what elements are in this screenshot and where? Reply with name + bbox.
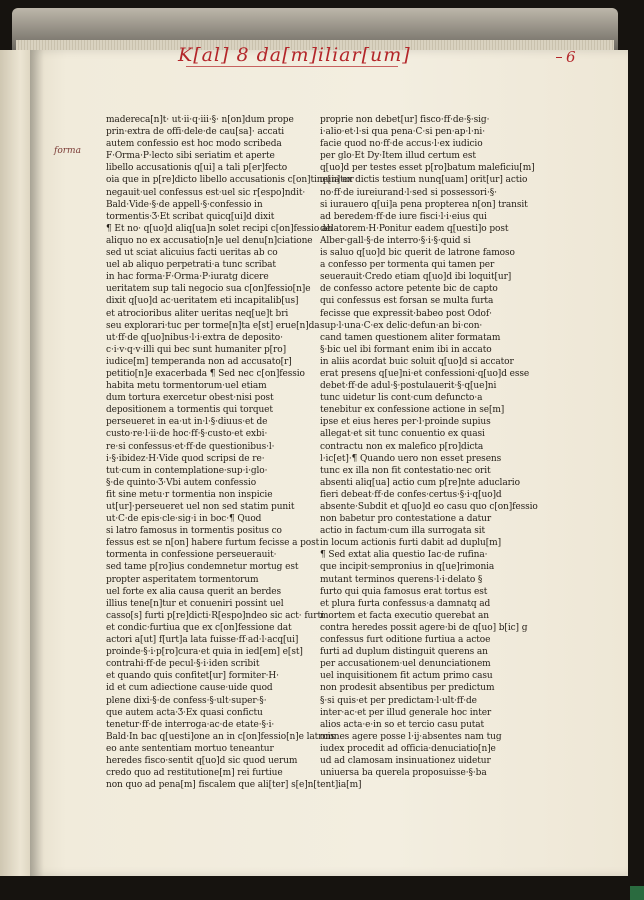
text-line: allegat·et sit tunc conuentio ex quasi	[320, 429, 485, 440]
text-line: contractu non ex malefico p[ro]dicta	[320, 441, 484, 452]
text-line: eo ante sententiam mortuo teneantur	[106, 743, 274, 754]
text-line: ipse et eius heres per·l·proinde supius	[320, 417, 491, 428]
text-line: propter asperitatem tormentorum	[106, 574, 259, 585]
text-line: Alber·gall·§·de interro·§·i·§·quid si	[320, 235, 471, 246]
text-line: perseueret in ea·ut in·l·§·diuus·et de	[106, 417, 268, 428]
text-line: dixit q[uo]d ac·ueritatem eti incapitalib[us]	[106, 296, 299, 307]
text-line: illius tene[n]tur et conueniri possint uel	[106, 598, 284, 609]
text-line: negauit·uel confessus est·uel sic r[espo]ndit·	[106, 187, 306, 198]
text-line: §·bic uel ibi formant enim ibi in accato	[320, 344, 492, 355]
text-line: que incipit·sempronius in q[ue]rimonia	[320, 562, 495, 573]
page-gutter-shadow	[30, 50, 44, 876]
text-line: oia que in p[re]dicto libello accusationis c[on]tine[n]tur	[106, 175, 354, 186]
text-line: uel ab aliquo perpetrati·a tunc scribat	[106, 260, 276, 271]
text-line: a confesso per tormenta qui tamen per	[320, 260, 495, 271]
text-line: tenebitur ex confessione actione in se[m]	[320, 405, 505, 416]
text-line: Bald·In bac q[uesti]one an in c[on]fessio[n]e latrois	[106, 731, 335, 742]
text-line: c·i·v·q·v·illi qui bec sunt humaniter p[ro]	[106, 344, 286, 355]
text-line: ut·ff·de q[uo]nibus·l·i·extra de deposito·	[106, 332, 283, 343]
text-line: quia ex dictis testium nunq[uam] orit[ur] actio	[320, 175, 528, 186]
text-line: fecisse que expressit·babeo post Odof·	[320, 308, 492, 319]
text-line: non prodesit absentibus per predictum	[320, 683, 495, 694]
text-line: confessus furt oditione furtiua a actoe	[320, 635, 491, 646]
text-line: is saluo q[uo]d bic querit de latrone famoso	[320, 248, 515, 259]
left-page-edge	[0, 50, 34, 876]
text-line: F·Orma·P·lecto sibi seriatim et aperte	[106, 151, 275, 162]
text-line: proprie non debet[ur] fisco·ff·de·§·sig·	[320, 115, 490, 125]
text-line: iudice[m] temperanda non ad accusato[r]	[106, 356, 292, 367]
text-line: uel inquisitionem fit actum primo casu	[320, 671, 493, 682]
text-line: no·ff·de iureiurand·l·sed si possessori·§·	[320, 187, 497, 198]
text-line: tormentis·Ʒ·Et scribat quicq[ui]d dixit	[106, 211, 275, 222]
text-line: omnes agere posse l·ij·absentes nam tug	[320, 731, 502, 742]
text-line: cand tamen questionem aliter formatam	[320, 332, 501, 343]
text-line: §·de quinto·Ʒ·Vbi autem confessio	[106, 477, 257, 488]
text-line: et condic·furtiua que ex c[on]fessione dat	[106, 622, 292, 633]
text-line: que autem acta·Ʒ·Ex quasi confictu	[106, 707, 263, 718]
text-line: furti ad duplum distinguit querens an	[320, 647, 488, 658]
text-line: inter·ac·et per illud generale hoc inter	[320, 707, 492, 718]
text-line: custo·re·l·ii·de hoc·ff·§·custo·et exbi·	[106, 429, 268, 440]
text-line: ut·C·de epis·cle·sig·i in boc·¶ Quod	[106, 514, 262, 525]
text-line: credo quo ad restitutione[m] rei furtiue	[106, 768, 283, 779]
text-line: ueritatem sup tali negocio sua c[on]fessio[n]e	[106, 284, 311, 295]
text-line: si iurauero q[ui]a pena propterea n[on] transit	[320, 199, 528, 210]
text-line: depositionem a tormentis qui torquet	[106, 405, 273, 416]
text-line: i·§·ibidez·H·Vide quod scripsi de re·	[106, 453, 265, 464]
text-line: i·alio·et·l·si qua pena·C·si pen·ap·l·ni·	[320, 127, 485, 138]
text-line: de confesso actore petente bic de capto	[320, 284, 498, 295]
text-line: mortem et facta executio querebat an	[320, 610, 489, 621]
text-line: non quo ad pena[m] fiscalem que ali[ter] s[e]n[tent]ia[m]	[106, 780, 362, 791]
text-line: tunc uidetur lis cont·cum defuncto·a	[320, 393, 483, 404]
text-line: in hac forma·F·Orma·P·iuratg dicere	[106, 272, 269, 283]
text-line: autem confessio est hoc modo scribeda	[106, 139, 282, 150]
text-line: seuerauit·Credo etiam q[uo]d ibi loquit[ur]	[320, 272, 512, 283]
text-line: contra heredes possit agere·bi de q[uo] b[ic] g	[320, 622, 528, 633]
text-line: actori a[ut] f[urt]a lata fuisse·ff·ad·l·acq[ui]	[106, 635, 299, 646]
text-line: ud ad clamosam insinuationez uidetur	[320, 755, 491, 766]
text-line: iudex procedit ad officia·denuciatio[n]e	[320, 743, 496, 754]
text-line: per glo·Et Dy·Item illud certum est	[320, 151, 476, 162]
text-line: absente·Subdit et q[uo]d eo casu quo c[on]fessio	[320, 502, 538, 512]
text-line: l·ic[et]·¶ Quando uero non esset presens	[320, 453, 502, 464]
text-line: casso[s] furti p[re]dicti·R[espo]ndeo sic act· furti	[106, 610, 324, 621]
text-line: ad beredem·ff·de iure fisci·l·i·eius qui	[320, 211, 487, 222]
text-line: et atrocioribus aliter ueritas neq[ue]t bri	[106, 308, 289, 319]
text-line: debet·ff·de adul·§·postulauerit·§·q[ue]ni	[320, 381, 497, 392]
text-line: tormenta in confessione perseuerauit·	[106, 550, 277, 561]
text-line: fieri debeat·ff·de confes·certus·§·i·q[uo]d	[320, 489, 502, 500]
text-line: non babetur pro contestatione a datur	[320, 514, 492, 525]
text-line: plene dixi·§·de confess·§·ult·super·§·	[106, 695, 267, 706]
text-line: mutant terminos querens·l·i·delato §	[320, 574, 483, 585]
text-line: erat presens q[ue]ni·et confessioni·q[uo]d esse	[320, 368, 530, 379]
margin-note: forma	[54, 146, 81, 156]
folio-number: 6	[566, 48, 576, 66]
text-line: absenti aliq[ua] actio cum p[re]nte aduclario	[320, 477, 520, 488]
text-line: tut·cum in contemplatione·sup·i·glo·	[106, 465, 268, 476]
text-line: prin·extra de offi·dele·de cau[sa]· accati	[106, 127, 285, 138]
text-line: dum tortura exercetur obest·nisi post	[106, 393, 274, 404]
right-text-column	[320, 114, 538, 779]
text-line: aliquo no ex accusatio[n]e uel denu[n]ciatione	[106, 235, 313, 246]
text-line: sed tame p[ro]ius condemnetur mortug est	[106, 562, 299, 573]
corner-marker	[630, 886, 644, 900]
text-line: §·si quis·et per predictam·l·ult·ff·de	[320, 695, 477, 706]
text-line: contrahi·ff·de pecul·§·i·iden scribit	[106, 659, 260, 670]
text-line: tenetur·ff·de interroga·ac·de etate·§·i·	[106, 719, 275, 730]
text-line: si latro famosus in tormentis positus co	[106, 526, 282, 537]
text-line: heredes fisco·sentit q[uo]d sic quod uerum	[106, 755, 298, 766]
text-line: in locum actionis furti dabit ad duplu[m]	[320, 538, 502, 549]
text-line: id et cum adiectione cause·uide quod	[106, 683, 273, 694]
text-line: habita metu tormentorum·uel etiam	[106, 381, 267, 392]
text-line: petitio[n]e exacerbada ¶ Sed nec c[on]fessio	[106, 368, 305, 379]
text-line: in aliis acordat buic soluit q[uo]d si accator	[320, 356, 514, 367]
text-line: madereca[n]t· ut·ii·q·iii·§· n[on]dum prope	[106, 115, 294, 125]
text-line: libello accusationis q[ui] a tali p[er]fecto	[106, 163, 288, 174]
text-line: fessus est se n[on] habere furtum fecisse a post	[106, 538, 320, 549]
text-line: alios acta·e·in so et tercio casu putat	[320, 719, 485, 730]
text-line: furto qui quia famosus erat tortus est	[320, 586, 488, 597]
text-line: uniuersa ba querela proposuisse·§·ba	[320, 768, 487, 779]
running-head: K[al] 8 da[m]iliar[um]	[178, 44, 398, 78]
text-line: et quando quis confitet[ur] formiter·H·	[106, 671, 279, 682]
text-line: ¶ Sed extat alia questio Iac·de rufina·	[320, 550, 488, 561]
text-line: delatorem·H·Ponitur eadem q[uesti]o post	[320, 223, 509, 234]
text-line: sed ut sciat alicuius facti ueritas ab co	[106, 248, 278, 259]
text-line: facie quod no·ff·de accus·l·ex iudicio	[320, 139, 483, 150]
text-line: tunc ex illa non fit contestatio·nec orit	[320, 465, 491, 476]
text-line: qui confessus est forsan se multa furta	[320, 296, 494, 307]
text-line: re·si confessus·et·ff·de questionibus·l·	[106, 441, 275, 452]
text-line: proinde·§·i·p[ro]cura·et quia in ied[em] e[st]	[106, 647, 303, 658]
text-line: Bald·Vide·§·de appell·§·confessio in	[106, 199, 263, 210]
text-line: seu explorari·tuc per torme[n]ta e[st] erue[n]da	[106, 320, 320, 331]
left-text-column	[106, 114, 362, 791]
text-line: ¶ Et no· q[uo]d aliq[ua]n solet recipi c[on]fessio ab	[106, 223, 333, 234]
text-line: per accusationem·uel denunciationem	[320, 659, 491, 670]
text-line: uel forte ex alia causa querit an berdes	[106, 586, 282, 597]
text-line: actio in factum·cum illa surrogata sit	[320, 526, 486, 537]
text-line: sup·l·una·C·ex delic·defun·an bi·con·	[320, 320, 483, 331]
text-line: et plura furta confessus·a damnatq ad	[320, 598, 491, 609]
text-line: q[uo]d per testes esset p[ro]batum maleficiu[m]	[320, 163, 535, 174]
text-line: ut[ur]·perseueret uel non sed statim punit	[106, 502, 295, 512]
text-line: fit sine metu·r tormentia non inspicie	[106, 489, 273, 500]
